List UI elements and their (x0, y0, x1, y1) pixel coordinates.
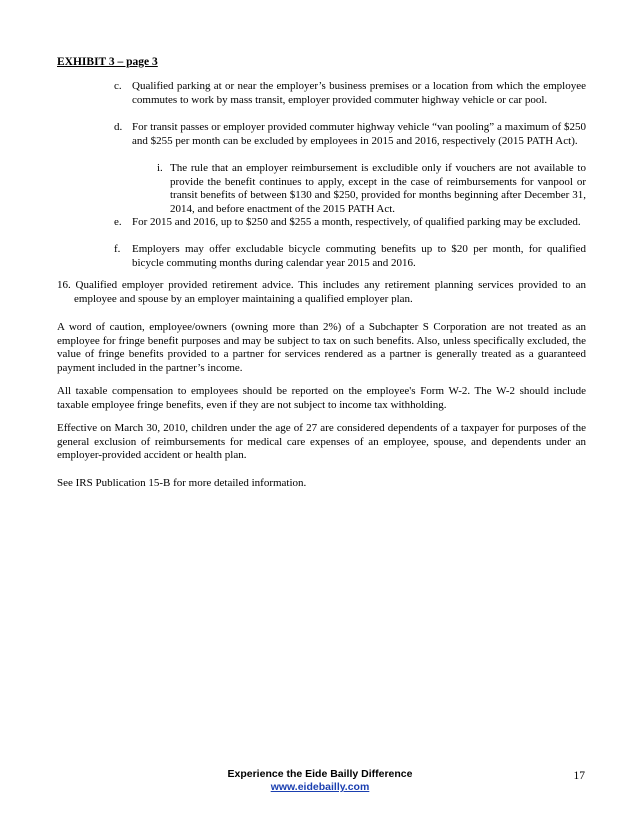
paragraph-caution: A word of caution, employee/owners (owning more than 2%) of a Subchapter S Corporation are not treated as an employee for fringe benefit purposes and may be subject to tax on such benefits. Also, unless specifically excluded, the value of fringe benefits provided to a partner for services rendered as a partner is generally treated as a guaranteed payment included in the partner’s income. (57, 321, 586, 374)
list-marker: d. (114, 121, 123, 133)
page-title: EXHIBIT 3 – page 3 (57, 56, 158, 68)
list-item-d (114, 121, 586, 148)
page-number: 17 (573, 770, 585, 782)
list-item-text: For 2015 and 2016, up to $250 and $255 a month, respectively, of qualified parking may be excluded. (132, 216, 581, 228)
list-item-f (114, 243, 586, 270)
list-item-c (114, 80, 586, 107)
list-subitem-i (157, 162, 586, 216)
list-item-text: For transit passes or employer provided commuter highway vehicle “van pooling” a maximum of $250 and $255 per month can be excluded by employees in 2015 and 2016, respectively (2015 PATH Act). (132, 121, 586, 147)
list-marker: c. (114, 80, 122, 92)
numbered-item-16: 16. Qualified employer provided retirement advice. This includes any retirement planning services provided to an employee and spouse by an employer maintaining a qualified employer plan. (57, 279, 586, 305)
list-marker: f. (114, 243, 121, 255)
footer-tagline: Experience the Eide Bailly Difference (227, 768, 413, 780)
paragraph-dependents: Effective on March 30, 2010, children under the age of 27 are considered dependents of a taxpayer for purposes of the general exclusion of reimbursements for medical care expenses of an employee, spouse, and dependents under an employer-provided accident or health plan. (57, 422, 586, 462)
list-marker: e. (114, 216, 122, 228)
list-item-e (114, 216, 586, 230)
list-marker: i. (157, 162, 163, 174)
list-item-text: The rule that an employer reimbursement is excludible only if vouchers are not available to provide the benefit continues to apply, except in the case of reimbursements for vanpool or transit benefits of between $130 and $250, provided for months beginning after December 31, 2014, and before enactment of the 2015 PATH Act. (170, 162, 586, 215)
list-item-text: Qualified parking at or near the employer’s business premises or a location from which the employee commutes to work by mass transit, employer provided commuter highway vehicle or car pool. (132, 80, 586, 106)
list-item-text: Employers may offer excludable bicycle commuting benefits up to $20 per month, for qualified bicycle commuting months during calendar year 2015 and 2016. (132, 243, 586, 269)
footer-link-wrap (0, 781, 640, 795)
paragraph-w2: All taxable compensation to employees should be reported on the employee's Form W-2. The W-2 should include taxable employee fringe benefits, even if they are not subject to income tax withholding. (57, 385, 586, 411)
footer-link[interactable]: www.eidebailly.com (270, 781, 370, 793)
paragraph-publication: See IRS Publication 15-B for more detailed information. (57, 477, 307, 489)
